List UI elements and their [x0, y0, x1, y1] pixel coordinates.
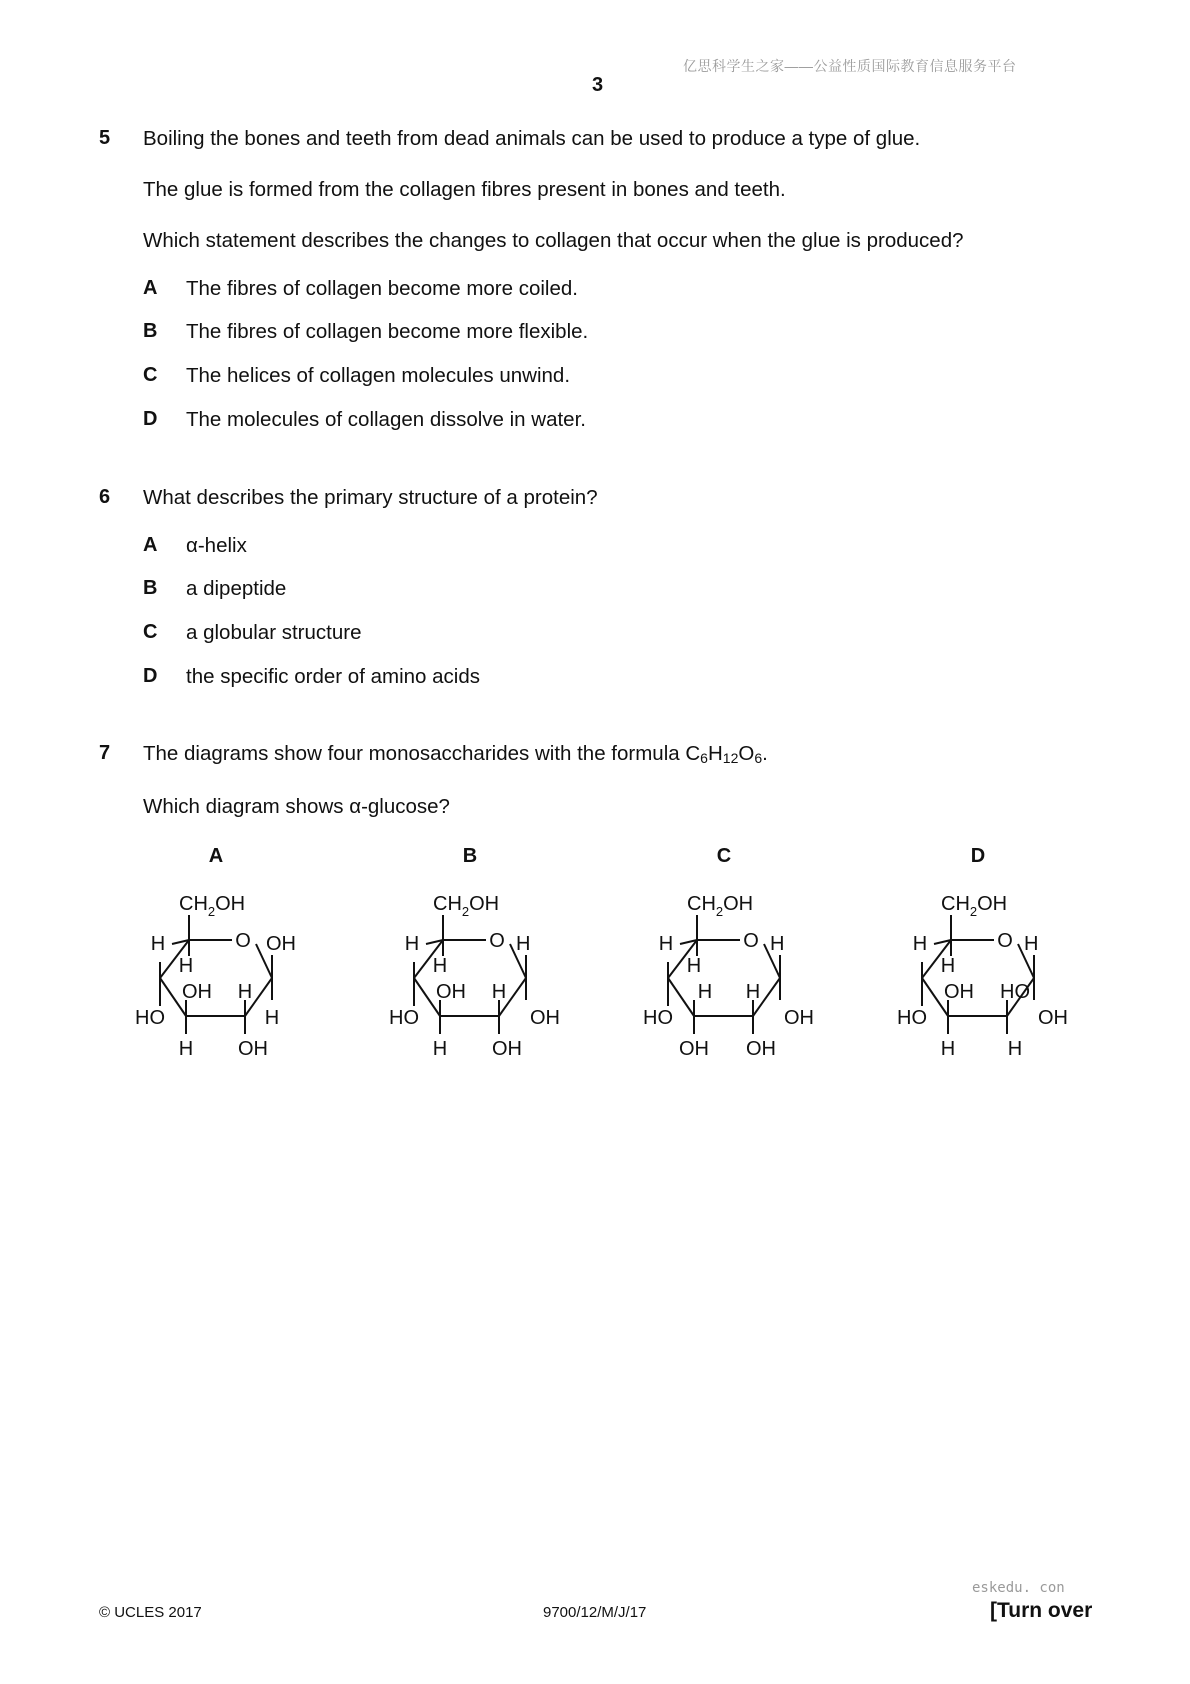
ring-oxygen: O: [743, 930, 759, 952]
substituent: OH: [746, 1038, 776, 1060]
question-number: 7: [99, 742, 111, 764]
turn-over: [Turn over: [990, 1599, 1093, 1622]
substituent: OH: [944, 981, 974, 1003]
option-letter: A: [143, 534, 158, 556]
substituent: OH: [492, 1038, 522, 1060]
substituent: H: [1024, 933, 1039, 955]
substituent: H: [770, 933, 785, 955]
substituent: H: [491, 981, 507, 1003]
paper-code: 9700/12/M/J/17: [543, 1604, 647, 1621]
substituent: H: [940, 1038, 956, 1060]
formula-sub: 6: [754, 750, 763, 766]
substituent: H: [432, 955, 448, 977]
substituent: HO: [643, 1007, 673, 1029]
header-watermark: 亿思科学生之家——公益性质国际教育信息服务平台: [683, 58, 1017, 74]
ring-oxygen: O: [997, 930, 1013, 952]
ring-oxygen: O: [235, 930, 251, 952]
option-text: The helices of collagen molecules unwind.: [186, 364, 571, 387]
question-stem: What describes the primary structure of a protein?: [143, 486, 598, 509]
substituent: OH: [784, 1007, 814, 1029]
substituent: HO: [897, 1007, 927, 1029]
option-text: The molecules of collagen dissolve in water.: [186, 408, 586, 431]
substituent: OH: [266, 933, 296, 955]
substituent: HO: [389, 1007, 419, 1029]
formula-element: O: [738, 742, 755, 765]
option-text: the specific order of amino acids: [186, 665, 480, 688]
option-text: a dipeptide: [186, 577, 287, 600]
substituent: OH: [530, 1007, 560, 1029]
substituent: H: [940, 955, 956, 977]
copyright: © UCLES 2017: [99, 1604, 202, 1621]
substituent: OH: [679, 1038, 709, 1060]
substituent: H: [150, 933, 166, 955]
substituent: OH: [238, 1038, 268, 1060]
substituent: H: [745, 981, 761, 1003]
diagram-label: B: [462, 845, 478, 867]
substituent: H: [432, 1038, 448, 1060]
substituent: H: [404, 933, 420, 955]
substituent: OH: [436, 981, 466, 1003]
substituent: H: [697, 981, 713, 1003]
formula-sub: 12: [722, 750, 739, 766]
option-text: a globular structure: [186, 621, 362, 644]
option-letter: B: [143, 320, 158, 342]
substituent: H: [912, 933, 928, 955]
substituent: H: [686, 955, 702, 977]
question-number: 6: [99, 486, 111, 508]
substituent: H: [1007, 1038, 1023, 1060]
diagram-c: [643, 845, 814, 1060]
question-stem: Boiling the bones and teeth from dead animals can be used to produce a type of glue.: [143, 127, 921, 150]
question-stem: Which diagram shows α-glucose?: [143, 795, 450, 818]
option-text: α-helix: [186, 534, 247, 557]
ch2oh-label: $CH_2OH$: [687, 893, 754, 919]
formula-end: .: [762, 742, 768, 765]
ring-oxygen: O: [489, 930, 505, 952]
stem-intro: The diagrams show four monosaccharides with the formula C: [143, 742, 701, 765]
option-letter: B: [143, 577, 158, 599]
diagram-label: C: [716, 845, 732, 867]
option-letter: C: [143, 364, 158, 386]
substituent: HO: [1000, 981, 1030, 1003]
option-letter: A: [143, 277, 158, 299]
substituent: H: [516, 933, 531, 955]
formula-sub: 6: [700, 750, 708, 766]
formula-element: H: [707, 742, 723, 765]
option-letter: D: [143, 665, 158, 687]
option-letter: C: [143, 621, 158, 643]
substituent: HO: [135, 1007, 165, 1029]
diagram-b: [389, 845, 560, 1060]
site-watermark: eskedu. con: [972, 1580, 1065, 1596]
ch2oh-label: $CH_2OH$: [433, 893, 500, 919]
ch2oh-label: $CH_2OH$: [941, 893, 1008, 919]
substituent: H: [237, 981, 253, 1003]
substituent: OH: [182, 981, 212, 1003]
substituent: H: [658, 933, 674, 955]
substituent: H: [178, 1038, 194, 1060]
diagram-a: [135, 845, 296, 1060]
diagram-label: A: [208, 845, 224, 867]
substituent: H: [178, 955, 194, 977]
ch2oh-label: $CH_2OH$: [179, 893, 246, 919]
option-letter: D: [143, 408, 158, 430]
question-stem: Which statement describes the changes to collagen that occur when the glue is produced?: [143, 229, 964, 252]
option-text: The fibres of collagen become more flexible.: [186, 320, 589, 343]
substituent: OH: [1038, 1007, 1068, 1029]
substituent: H: [264, 1007, 280, 1029]
question-number: 5: [99, 127, 111, 149]
diagram-d: [897, 845, 1068, 1060]
question-stem: The glue is formed from the collagen fibres present in bones and teeth.: [143, 178, 786, 201]
diagram-label: D: [970, 845, 986, 867]
page-number: 3: [592, 74, 604, 96]
option-text: The fibres of collagen become more coiled.: [186, 277, 578, 300]
